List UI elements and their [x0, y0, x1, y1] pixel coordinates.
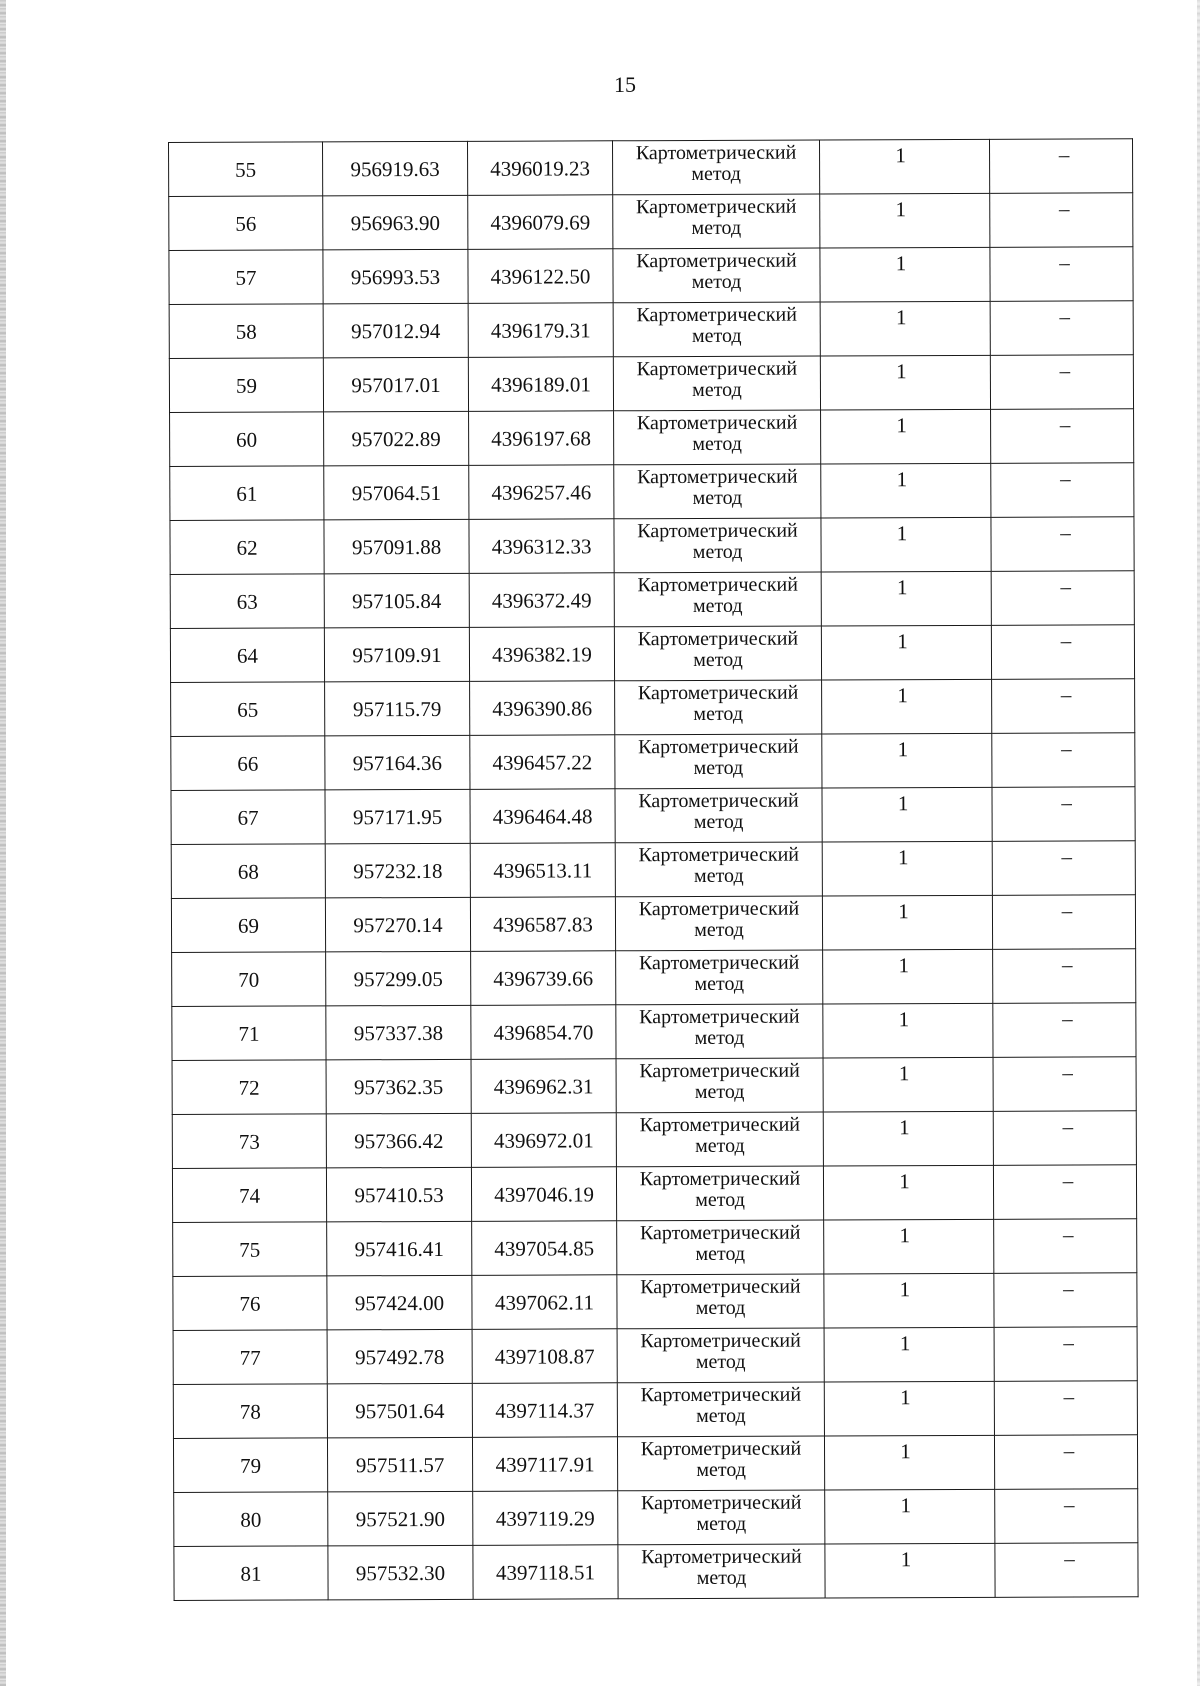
cell-note: –	[993, 1165, 1136, 1220]
method-line-2: метод	[696, 1404, 746, 1427]
method-line-1: Картометрический	[639, 1221, 801, 1245]
cell-coordinate-y: 4397062.11	[472, 1275, 617, 1330]
method-line-2: метод	[692, 378, 742, 401]
cell-note: –	[994, 1273, 1137, 1328]
cell-method	[614, 626, 821, 681]
cell-coordinate-y: 4397118.51	[473, 1545, 618, 1600]
cell-note: –	[994, 1219, 1137, 1274]
method-line-2: метод	[691, 162, 741, 185]
cell-accuracy: 1	[822, 733, 992, 788]
cell-accuracy: 1	[819, 139, 989, 194]
method-line-2: метод	[693, 810, 744, 833]
cell-method	[613, 248, 820, 303]
table-row	[172, 949, 1136, 1007]
table-row	[173, 1381, 1137, 1439]
cell-coordinate-x: 957337.38	[326, 1005, 471, 1060]
cell-accuracy: 1	[821, 409, 991, 464]
cell-coordinate-y: 4396464.48	[470, 789, 615, 844]
cell-coordinate-x: 957105.84	[324, 573, 469, 628]
cell-point-number: 57	[169, 250, 323, 305]
cell-method	[616, 1058, 823, 1113]
cell-point-number: 66	[171, 736, 325, 791]
cell-point-number: 77	[173, 1330, 327, 1385]
cell-method	[618, 1490, 825, 1545]
cell-coordinate-y: 4396962.31	[471, 1059, 616, 1114]
cell-coordinate-y: 4397117.91	[472, 1437, 617, 1492]
table-body	[169, 139, 1139, 1601]
method-line-1: Картометрический	[635, 195, 797, 219]
cell-coordinate-y: 4396382.19	[469, 627, 614, 682]
cell-method	[615, 788, 822, 843]
cell-point-number: 55	[169, 142, 323, 197]
cell-coordinate-y: 4397046.19	[471, 1167, 616, 1222]
cell-note: –	[993, 1057, 1136, 1112]
method-line-1: Картометрический	[640, 1383, 802, 1407]
cell-coordinate-y: 4396390.86	[470, 681, 615, 736]
cell-note: –	[990, 355, 1133, 410]
cell-point-number: 65	[171, 682, 325, 737]
cell-point-number: 75	[173, 1222, 327, 1277]
cell-method	[614, 410, 821, 465]
table-row	[171, 733, 1135, 791]
cell-method	[617, 1274, 824, 1329]
cell-coordinate-y: 4396587.83	[470, 897, 615, 952]
cell-accuracy: 1	[825, 1543, 995, 1598]
cell-method	[615, 680, 822, 735]
table-row	[174, 1489, 1138, 1547]
table-row	[172, 1003, 1136, 1061]
method-line-2: метод	[691, 216, 742, 239]
cell-accuracy: 1	[823, 1111, 993, 1166]
cell-note: –	[992, 679, 1135, 734]
table-row	[174, 1543, 1138, 1601]
method-line-2: метод	[694, 1026, 745, 1049]
method-line-1: Картометрический	[635, 141, 797, 165]
cell-point-number: 62	[170, 520, 324, 575]
cell-coordinate-x: 957416.41	[327, 1221, 472, 1276]
cell-note: –	[991, 571, 1134, 626]
cell-note: –	[992, 841, 1135, 896]
cell-point-number: 70	[172, 952, 326, 1007]
cell-accuracy: 1	[822, 895, 992, 950]
method-line-1: Картометрический	[639, 1113, 801, 1137]
method-line-1: Картометрический	[637, 573, 798, 597]
cell-note: –	[994, 1381, 1137, 1436]
cell-accuracy: 1	[821, 517, 991, 572]
cell-accuracy: 1	[823, 949, 993, 1004]
cell-point-number: 72	[172, 1060, 326, 1115]
cell-method	[614, 464, 821, 519]
method-line-2: метод	[691, 324, 742, 347]
cell-note: –	[993, 1003, 1136, 1058]
cell-coordinate-x: 957064.51	[324, 465, 469, 520]
table-row	[172, 1111, 1136, 1169]
cell-point-number: 58	[169, 304, 323, 359]
cell-coordinate-x: 957022.89	[324, 411, 469, 466]
cell-note: –	[992, 733, 1135, 788]
cell-note: –	[991, 463, 1134, 518]
method-line-1: Картометрический	[637, 519, 798, 543]
cell-coordinate-y: 4396197.68	[469, 411, 614, 466]
method-line-2: метод	[692, 594, 743, 617]
cell-accuracy: 1	[820, 355, 990, 410]
cell-coordinate-x: 957115.79	[325, 681, 470, 736]
cell-accuracy: 1	[824, 1435, 994, 1490]
method-line-2: метод	[692, 540, 743, 563]
cell-note: –	[990, 301, 1133, 356]
cell-coordinate-y: 4396019.23	[467, 141, 612, 196]
method-line-2: метод	[694, 972, 745, 995]
cell-method	[614, 518, 821, 573]
cell-coordinate-x: 957012.94	[323, 303, 468, 358]
table-row	[171, 895, 1135, 953]
cell-coordinate-x: 957532.30	[328, 1545, 473, 1600]
method-line-2: метод	[696, 1458, 746, 1481]
cell-accuracy: 1	[820, 247, 990, 302]
cell-method	[617, 1436, 824, 1491]
cell-method	[613, 194, 820, 249]
cell-point-number: 67	[171, 790, 325, 845]
cell-accuracy: 1	[824, 1273, 994, 1328]
cell-note: –	[990, 247, 1133, 302]
cell-point-number: 60	[170, 412, 324, 467]
cell-accuracy: 1	[825, 1489, 995, 1544]
cell-note: –	[993, 1111, 1136, 1166]
method-line-2: метод	[693, 702, 744, 725]
cell-note: –	[992, 895, 1135, 950]
cell-coordinate-x: 957501.64	[327, 1383, 472, 1438]
method-line-1: Картометрический	[638, 897, 800, 921]
method-line-2: метод	[691, 270, 742, 293]
cell-note: –	[995, 1543, 1138, 1598]
cell-method	[617, 1220, 824, 1275]
cell-accuracy: 1	[824, 1327, 994, 1382]
method-line-1: Картометрический	[640, 1437, 802, 1461]
method-line-2: метод	[692, 432, 743, 455]
cell-note: –	[989, 139, 1132, 194]
cell-point-number: 78	[173, 1384, 327, 1439]
cell-coordinate-y: 4397108.87	[472, 1329, 617, 1384]
table-row	[170, 571, 1134, 629]
table-row	[171, 787, 1135, 845]
method-line-2: метод	[695, 1134, 745, 1157]
method-line-1: Картометрический	[638, 843, 800, 867]
cell-coordinate-y: 4396513.11	[470, 843, 615, 898]
cell-coordinate-x: 957091.88	[324, 519, 469, 574]
cell-coordinate-y: 4396854.70	[471, 1005, 616, 1060]
cell-point-number: 81	[174, 1546, 328, 1601]
method-line-2: метод	[694, 918, 744, 941]
cell-note: –	[995, 1489, 1138, 1544]
table-row	[171, 679, 1135, 737]
cell-method	[614, 572, 821, 627]
method-line-1: Картометрический	[636, 303, 797, 327]
method-line-1: Картометрический	[637, 465, 798, 489]
cell-note: –	[993, 949, 1136, 1004]
cell-coordinate-y: 4396312.33	[469, 519, 614, 574]
cell-coordinate-x: 957017.01	[323, 357, 468, 412]
cell-accuracy: 1	[821, 625, 991, 680]
cell-accuracy: 1	[824, 1219, 994, 1274]
method-line-1: Картометрический	[641, 1545, 802, 1569]
method-line-1: Картометрический	[637, 681, 799, 705]
table-row	[173, 1327, 1137, 1385]
cell-note: –	[990, 193, 1133, 248]
cell-coordinate-x: 957424.00	[327, 1275, 472, 1330]
method-line-1: Картометрический	[639, 1059, 800, 1083]
method-line-1: Картометрический	[640, 1491, 802, 1515]
cell-point-number: 79	[173, 1438, 327, 1493]
cell-accuracy: 1	[820, 193, 990, 248]
cell-coordinate-y: 4396257.46	[469, 465, 614, 520]
method-line-2: метод	[696, 1512, 747, 1535]
cell-coordinate-y: 4396079.69	[468, 195, 613, 250]
cell-method	[618, 1544, 825, 1599]
method-line-2: метод	[695, 1350, 746, 1373]
table-row	[170, 463, 1134, 521]
method-line-2: метод	[696, 1566, 747, 1589]
cell-note: –	[991, 409, 1134, 464]
table-row	[169, 139, 1133, 197]
cell-method	[613, 302, 820, 357]
cell-coordinate-x: 956993.53	[323, 249, 468, 304]
cell-coordinate-y: 4397119.29	[473, 1491, 618, 1546]
cell-coordinate-x: 957362.35	[326, 1059, 471, 1114]
cell-point-number: 64	[170, 628, 324, 683]
method-line-1: Картометрический	[637, 627, 799, 651]
method-line-1: Картометрический	[640, 1275, 801, 1299]
table-row	[170, 625, 1134, 683]
cell-method	[616, 1112, 823, 1167]
cell-coordinate-y: 4396189.01	[468, 357, 613, 412]
cell-accuracy: 1	[820, 301, 990, 356]
cell-point-number: 80	[174, 1492, 328, 1547]
cell-note: –	[994, 1435, 1137, 1490]
cell-coordinate-x: 957366.42	[326, 1113, 471, 1168]
cell-note: –	[991, 625, 1134, 680]
cell-method	[617, 1382, 824, 1437]
cell-coordinate-y: 4397114.37	[472, 1383, 617, 1438]
cell-method	[612, 140, 819, 195]
cell-method	[613, 356, 820, 411]
cell-accuracy: 1	[822, 787, 992, 842]
table-row	[173, 1273, 1137, 1331]
cell-method	[615, 734, 822, 789]
cell-point-number: 56	[169, 196, 323, 251]
cell-coordinate-y: 4396739.66	[471, 951, 616, 1006]
method-line-1: Картометрический	[640, 1329, 801, 1353]
cell-accuracy: 1	[821, 463, 991, 518]
method-line-1: Картометрический	[636, 249, 797, 273]
table-row	[170, 517, 1134, 575]
cell-coordinate-x: 957171.95	[325, 789, 470, 844]
method-line-2: метод	[694, 1080, 745, 1103]
method-line-2: метод	[695, 1296, 746, 1319]
table-row	[173, 1435, 1137, 1493]
cell-method	[616, 950, 823, 1005]
cell-coordinate-x: 957492.78	[327, 1329, 472, 1384]
method-line-2: метод	[693, 648, 743, 671]
cell-coordinate-x: 956963.90	[323, 195, 468, 250]
method-line-2: метод	[695, 1242, 746, 1265]
method-line-2: метод	[693, 756, 744, 779]
method-line-1: Картометрический	[639, 1167, 801, 1191]
table-row	[170, 409, 1134, 467]
cell-point-number: 76	[173, 1276, 327, 1331]
table-row	[171, 841, 1135, 899]
cell-coordinate-x: 957232.18	[325, 843, 470, 898]
cell-coordinate-x: 957109.91	[324, 627, 469, 682]
cell-point-number: 68	[171, 844, 325, 899]
cell-coordinate-x: 957299.05	[326, 951, 471, 1006]
cell-coordinate-x: 957511.57	[327, 1437, 472, 1492]
cell-note: –	[991, 517, 1134, 572]
method-line-2: метод	[695, 1188, 745, 1211]
method-line-1: Картометрический	[636, 411, 798, 435]
table-row	[172, 1165, 1136, 1223]
table-row	[169, 247, 1133, 305]
method-line-1: Картометрический	[638, 951, 800, 975]
page-number: 15	[614, 72, 636, 97]
cell-method	[615, 896, 822, 951]
table-row	[169, 301, 1133, 359]
cell-point-number: 63	[170, 574, 324, 629]
table-row	[169, 355, 1133, 413]
method-line-2: метод	[692, 486, 743, 509]
method-line-1: Картометрический	[638, 789, 799, 813]
cell-coordinate-y: 4396179.31	[468, 303, 613, 358]
cell-accuracy: 1	[822, 679, 992, 734]
cell-accuracy: 1	[824, 1381, 994, 1436]
cell-method	[617, 1328, 824, 1383]
cell-point-number: 69	[171, 898, 325, 953]
table-row	[172, 1057, 1136, 1115]
cell-accuracy: 1	[822, 841, 992, 896]
coordinates-table	[168, 138, 1139, 1601]
cell-accuracy: 1	[823, 1003, 993, 1058]
cell-coordinate-y: 4396457.22	[470, 735, 615, 790]
table-row	[173, 1219, 1137, 1277]
method-line-1: Картометрический	[636, 357, 798, 381]
method-line-2: метод	[693, 864, 744, 887]
cell-point-number: 74	[172, 1168, 326, 1223]
cell-point-number: 61	[170, 466, 324, 521]
cell-coordinate-y: 4397054.85	[472, 1221, 617, 1276]
cell-coordinate-y: 4396122.50	[468, 249, 613, 304]
cell-point-number: 59	[169, 358, 323, 413]
cell-coordinate-x: 956919.63	[323, 141, 468, 196]
cell-coordinate-x: 957521.90	[328, 1491, 473, 1546]
cell-coordinate-y: 4396372.49	[469, 573, 614, 628]
cell-accuracy: 1	[821, 571, 991, 626]
cell-point-number: 71	[172, 1006, 326, 1061]
cell-coordinate-x: 957164.36	[325, 735, 470, 790]
cell-point-number: 73	[172, 1114, 326, 1169]
cell-note: –	[992, 787, 1135, 842]
cell-method	[616, 1166, 823, 1221]
method-line-1: Картометрический	[638, 735, 799, 759]
cell-coordinate-x: 957410.53	[326, 1167, 471, 1222]
method-line-1: Картометрический	[639, 1005, 800, 1029]
cell-accuracy: 1	[823, 1165, 993, 1220]
cell-method	[615, 842, 822, 897]
cell-accuracy: 1	[823, 1057, 993, 1112]
scan-edge-left	[0, 0, 6, 1686]
table-row	[169, 193, 1133, 251]
cell-note: –	[994, 1327, 1137, 1382]
cell-coordinate-y: 4396972.01	[471, 1113, 616, 1168]
cell-method	[616, 1004, 823, 1059]
cell-coordinate-x: 957270.14	[325, 897, 470, 952]
